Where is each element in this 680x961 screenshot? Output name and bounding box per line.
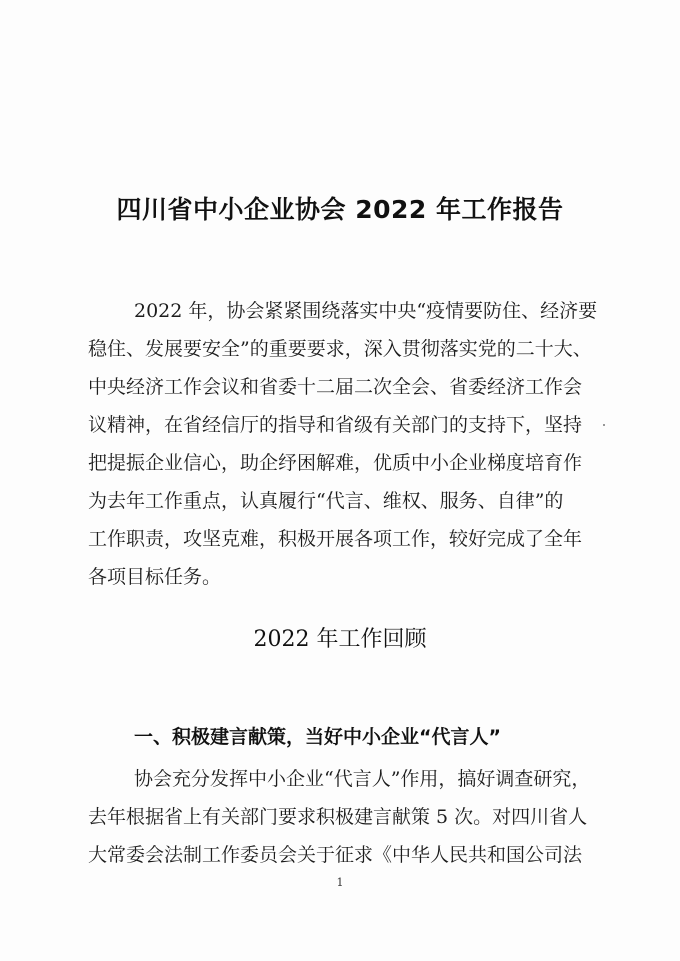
section-heading: 2022 年工作回顾	[253, 627, 427, 652]
section1-paragraph	[88, 760, 598, 874]
page-number: 1	[336, 876, 344, 889]
scan-speck	[603, 424, 605, 426]
subsection-heading: 一、积极建言献策，当好中小企业“代言人”	[134, 726, 501, 748]
paragraph-line: 工作职责，攻坚克难，积极开展各项工作，较好完成了全年	[88, 528, 583, 550]
paragraph-line: 稳住、发展要安全”的重要要求，深入贯彻落实党的二十大、	[88, 338, 592, 360]
paragraph-line: 各项目标任务。	[88, 566, 222, 588]
paragraph-line: 为去年工作重点，认真履行“代言、维权、服务、自律”的	[88, 490, 564, 512]
paragraph-line: 大常委会法制工作委员会关于征求《中华人民共和国公司法	[88, 844, 583, 866]
paragraph-line: 议精神，在省经信厅的指导和省级有关部门的支持下，坚持	[88, 414, 583, 436]
document-title: 四川省中小企业协会 2022 年工作报告	[116, 195, 564, 224]
paragraph-line: 2022 年，协会紧紧围绕落实中央“疫情要防住、经济要	[134, 300, 598, 322]
paragraph-line: 协会充分发挥中小企业“代言人”作用，搞好调查研究，	[134, 768, 591, 790]
paragraph-line: 去年根据省上有关部门要求积极建言献策 5 次。对四川省人	[88, 806, 588, 828]
paragraph-line: 中央经济工作会议和省委十二届二次全会、省委经济工作会	[88, 376, 583, 398]
paragraph-line: 把提振企业信心，助企纾困解难，优质中小企业梯度培育作	[88, 452, 583, 474]
intro-paragraph	[88, 292, 598, 596]
